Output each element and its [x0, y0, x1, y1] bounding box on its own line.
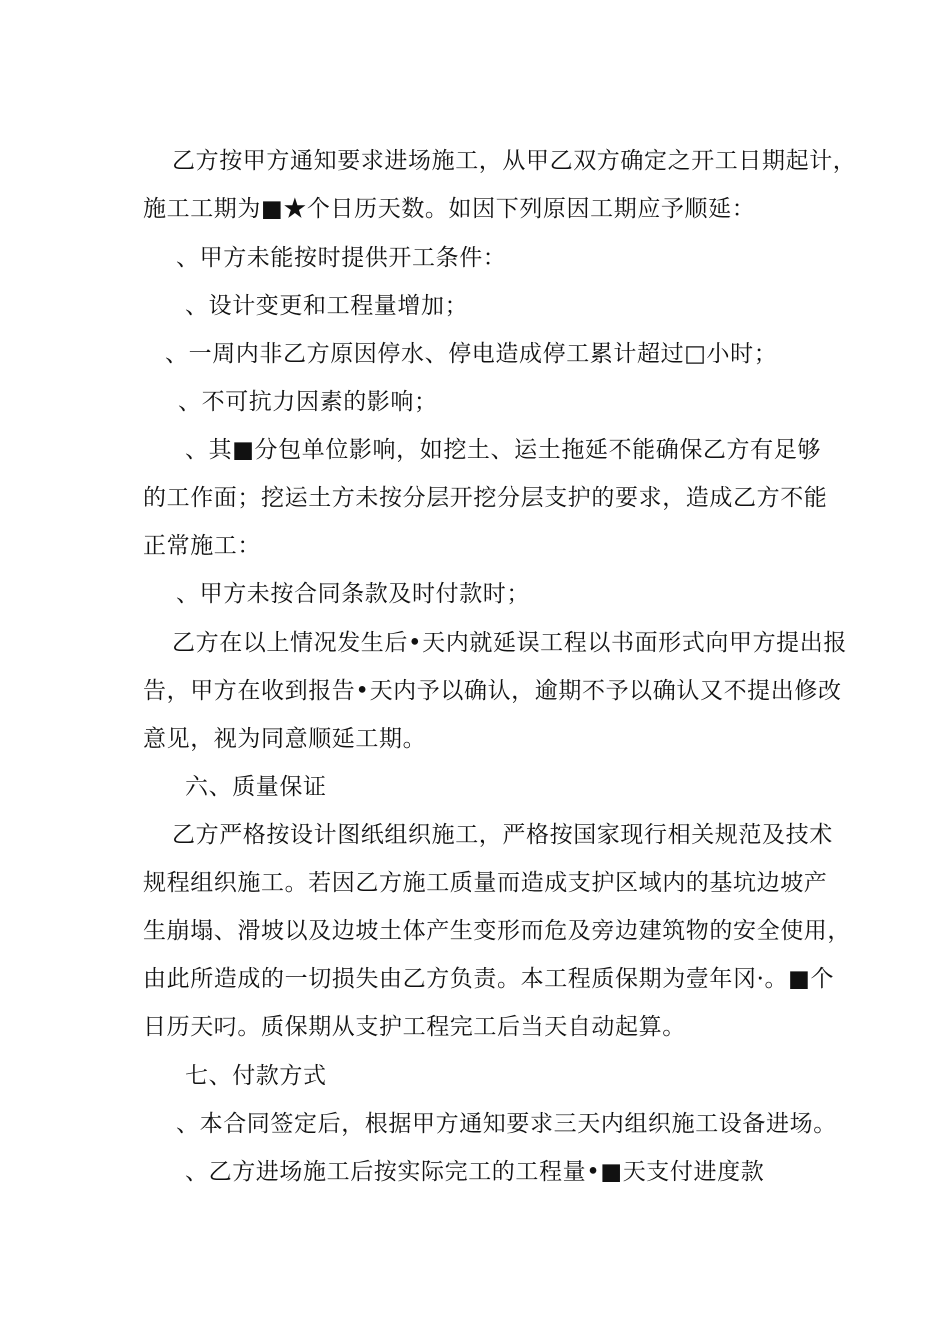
paragraph-line: 生崩塌、滑坡以及边坡土体产生变形而危及旁边建筑物的安全使用，	[143, 918, 851, 944]
list-item-line: 、甲方未能按时提供开工条件：	[176, 245, 507, 271]
section-heading: 六、质量保证	[185, 774, 327, 800]
paragraph-line: 施工工期为■★个日历天数。如因下列原因工期应予顺延：	[143, 196, 756, 222]
paragraph-line: 意见，视为同意顺延工期。	[143, 726, 427, 752]
paragraph-line: 告，甲方在收到报告•天内予以确认，逾期不予以确认又不提出修改	[143, 678, 842, 704]
paragraph-line: 由此所造成的一切损失由乙方负责。本工程质保期为壹年冈·。■个	[143, 966, 835, 992]
section-heading: 七、付款方式	[185, 1063, 327, 1089]
list-item-line: 、乙方进场施工后按实际完工的工程量•■天支付进度款	[185, 1159, 765, 1185]
paragraph-line: 规程组织施工。若因乙方施工质量而造成支护区域内的基坑边坡产	[143, 870, 828, 896]
list-item-line: 、一周内非乙方原因停水、停电造成停工累计超过□小时；	[165, 341, 778, 367]
paragraph-line: 的工作面；挖运土方未按分层开挖分层支护的要求，造成乙方不能	[143, 485, 828, 511]
paragraph-line: 日历天叼。质保期从支护工程完工后当天自动起算。	[143, 1014, 686, 1040]
paragraph-line: 乙方按甲方通知要求进场施工，从甲乙双方确定之开工日期起计，	[172, 148, 857, 174]
list-item-line: 、设计变更和工程量增加；	[185, 293, 469, 319]
paragraph-line: 正常施工：	[143, 533, 261, 559]
list-item-line: 、甲方未按合同条款及时付款时；	[176, 581, 530, 607]
list-item-line: 、不可抗力因素的影响；	[178, 389, 438, 415]
list-item-line: 、本合同签定后，根据甲方通知要求三天内组织施工设备进场。	[176, 1111, 837, 1137]
list-item-line: 、其■分包单位影响，如挖土、运土拖延不能确保乙方有足够	[185, 437, 821, 463]
paragraph-line: 乙方严格按设计图纸组织施工，严格按国家现行相关规范及技术	[172, 822, 833, 848]
paragraph-line: 乙方在以上情况发生后•天内就延误工程以书面形式向甲方提出报	[172, 630, 847, 656]
